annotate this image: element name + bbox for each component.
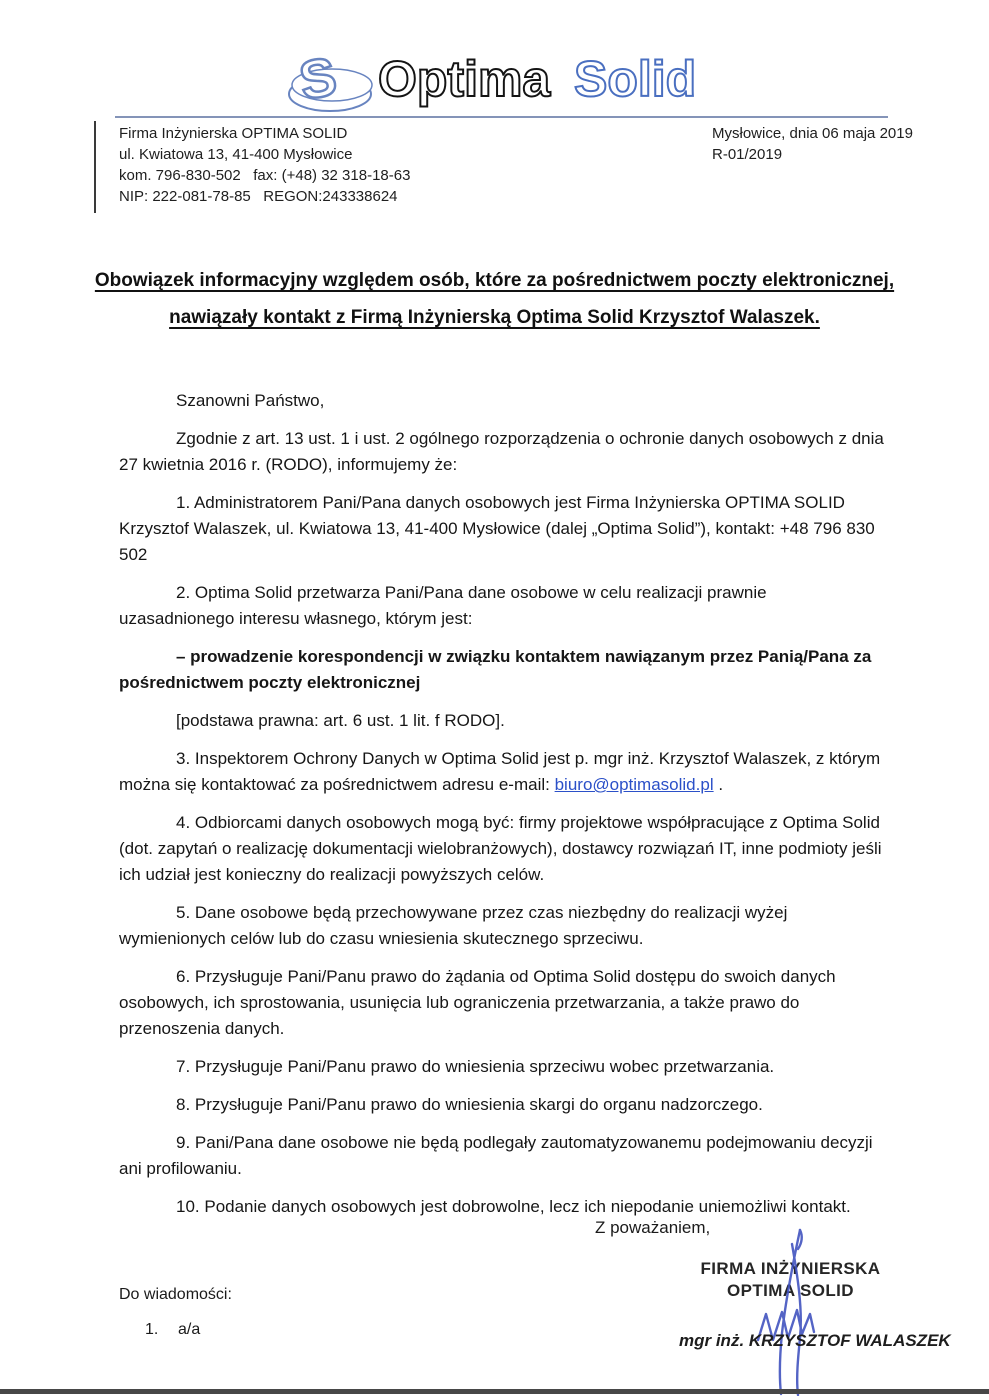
paragraph-point-3 [119, 746, 885, 798]
paragraph-legal-basis: [podstawa prawna: art. 6 ust. 1 lit. f RODO]. [176, 711, 505, 730]
logo-s-glyph: S [295, 46, 341, 112]
paragraph-intro: Zgodnie z art. 13 ust. 1 i ust. 2 ogólnego rozporządzenia o ochronie danych osobowych z dnia 27 kwietnia 2016 r. (RODO), informujemy że: [119, 429, 884, 474]
scan-fold-artifact [94, 121, 96, 213]
paragraph-point-5: 5. Dane osobowe będą przechowywane przez czas niezbędny do realizacji wyżej wymienionych celów lub do czasu wniesienia skutecznego sprzeciwu. [119, 903, 788, 948]
handwritten-signature [742, 1228, 842, 1396]
cc-label: Do wiadomości: [119, 1286, 232, 1303]
point-3-text: 3. Inspektorem Ochrony Danych w Optima Solid jest p. mgr inż. Krzysztof Walaszek, z którym można się kontaktować za pośrednictwem adresu e-mail: [119, 749, 881, 794]
salutation: Szanowni Państwo, [176, 391, 325, 410]
letter-body [119, 388, 885, 1232]
company-name: Firma Inżynierska OPTIMA SOLID [119, 125, 348, 142]
paragraph-point-4: 4. Odbiorcami danych osobowych mogą być: firmy projektowe współpracujące z Optima Solid (dot. zapytań o realizację dokumentacji wielobranżowych), dostawcy rozwiązań IT, inne podmioty jeśli ich udział jest konieczny do realizacji powyższych celów. [119, 813, 882, 884]
paragraph-point-10: 10. Podanie danych osobowych jest dobrowolne, lecz ich niepodanie uniemożliwi kontakt. [176, 1197, 851, 1216]
place-and-date: Mysłowice, dnia 06 maja 2019 [712, 125, 913, 142]
cc-item-number: 1. [145, 1321, 159, 1338]
paragraph-point-8: 8. Przysługuje Pani/Panu prawo do wniesienia skargi do organu nadzorczego. [176, 1095, 763, 1114]
title-line-2: nawiązały kontakt z Firmą Inżynierską Optima Solid Krzysztof Walaszek. [169, 307, 820, 328]
paragraph-point-9: 9. Pani/Pana dane osobowe nie będą podlegały zautomatyzowanemu podejmowaniu decyzji ani profilowaniu. [119, 1133, 873, 1178]
paragraph-point-2: 2. Optima Solid przetwarza Pani/Pana dane osobowe w celu realizacji prawnie uzasadnionego interesu własnego, którym jest: [119, 583, 767, 628]
document-title [0, 270, 989, 344]
closing-regards: Z poważaniem, [595, 1218, 711, 1237]
company-address-block [119, 123, 410, 207]
point-3-suffix: . [713, 775, 724, 794]
signatory-name: mgr inż. KRZYSZTOF WALASZEK [679, 1331, 951, 1350]
company-street: ul. Kwiatowa 13, 41-400 Mysłowice [119, 146, 353, 163]
paragraph-point-6: 6. Przysługuje Pani/Panu prawo do żądania od Optima Solid dostępu do swoich danych osobowych, ich sprostowania, usunięcia lub ograniczenia przetwarzania, a także prawo do przenoszenia danych. [119, 967, 836, 1038]
reference-number: R-01/2019 [712, 146, 783, 163]
company-nip-regon: NIP: 222-081-78-85 REGON:243338624 [119, 188, 398, 205]
stamp-line-2: OPTIMA SOLID [727, 1281, 854, 1300]
paragraph-point-1: 1. Administratorem Pani/Pana danych osobowych jest Firma Inżynierska OPTIMA SOLID Krzysztof Walaszek, ul. Kwiatowa 13, 41-400 Mysłowice (dalej „Optima Solid”), kontakt: +48 796 830 502 [119, 493, 875, 564]
paragraph-point-7: 7. Przysługuje Pani/Panu prawo do wniesienia sprzeciwu wobec przetwarzania. [176, 1057, 775, 1076]
scan-bottom-edge-artifact [0, 1389, 989, 1394]
optima-solid-wordmark [376, 48, 716, 110]
paragraph-point-2-purpose: – prowadzenie korespondencji w związku kontaktem nawiązanym przez Panią/Pana za pośrednictwem poczty elektronicznej [119, 647, 872, 692]
cc-item [145, 1321, 200, 1339]
email-link[interactable]: biuro@optimasolid.pl [554, 775, 714, 794]
date-reference-block [712, 123, 913, 165]
title-line-1: Obowiązek informacyjny względem osób, które za pośrednictwem poczty elektronicznej, [94, 270, 895, 291]
company-phone-fax: kom. 796-830-502 fax: (+48) 32 318-18-63 [119, 167, 411, 184]
logo-word-solid: Solid [574, 51, 697, 107]
header-divider-line [115, 116, 888, 118]
stamp-line-1: FIRMA INŻYNIERSKA [700, 1259, 881, 1278]
cc-item-text: a/a [178, 1321, 201, 1338]
optima-solid-logo-icon [283, 40, 375, 114]
logo-word-optima: Optima [378, 51, 551, 107]
